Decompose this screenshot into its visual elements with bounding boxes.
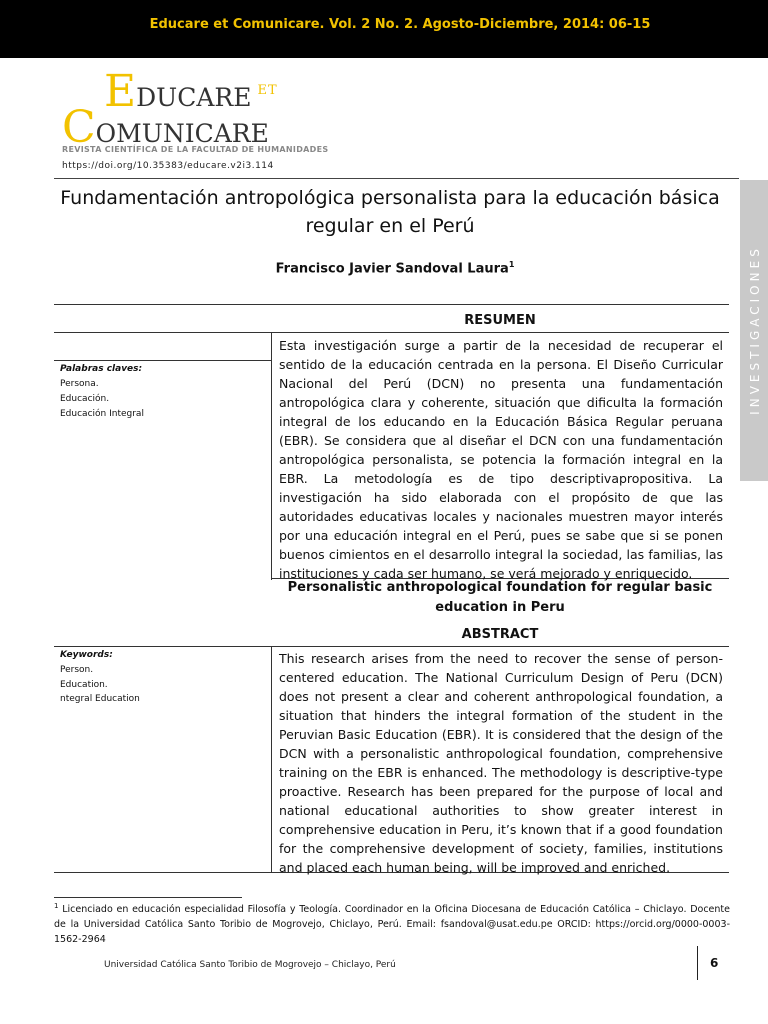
keywords-es-label: Palabras claves: (60, 364, 143, 374)
logo-word-comunicare: COMUNICARE (62, 102, 269, 153)
resumen-text: Esta investigación surge a partir de la necesidad de recuperar el sentido de la educación centrada en la persona. El Diseño Curricular Nacional del Perú (DCN) no presenta una fundamentación antropológica clara y coherente, situación que dificulta la formación integral de los educando en la Educación Básica Regular peruana (EBR). Se considera que al diseñar el DCN con una fundamentación antropológica personalista, se potencia la formación integral en la EBR. La metodología es de tipo descriptivapropositiva. La investigación ha sido elaborada con el propósito de que las autoridades educativas locales y nacionales muestren mayor interés por una educación integral en el Perú, pues se sabe que si se ponen buenos cimientos en el desarrollo integral la sociedad, las familias, las instituciones y cada ser humano, se verá mejorado y enriquecido. (279, 338, 723, 581)
logo-word-educare: EDUCARE $^{ET}$ (104, 66, 278, 117)
keywords-en-label: Keywords: (60, 650, 113, 660)
footnote (54, 899, 730, 947)
author-footnote-mark: 1 (508, 260, 515, 269)
title-top-rule (54, 178, 739, 179)
column-divider-english (271, 646, 272, 872)
keyword-es-item: Educación Integral (60, 409, 144, 419)
keyword-en-item: ntegral Education (60, 694, 140, 704)
abstract-heading: ABSTRACT (461, 627, 539, 642)
footer-divider (697, 946, 698, 980)
footer-institution: Universidad Católica Santo Toribio de Mogrovejo – Chiclayo, Perú (104, 960, 396, 970)
page-number: 6 (710, 956, 719, 970)
footnote-text: Licenciado en educación especialidad Filosofía y Teología. Coordinador en la Oficina Diocesana de Educación Católica – Chiclayo. Docente de la Universidad Católica Santo Toribio de Mogrovejo, Chiclayo, Perú. Email: fsandoval@usat.edu.pe ORCID: https://orcid.org/0000-0003-1562-2964 (54, 904, 730, 946)
journal-logo (62, 66, 362, 156)
journal-header-bar (0, 0, 768, 58)
keyword-en-item: Person. (60, 665, 94, 675)
keywords-es-rule (54, 360, 271, 361)
section-side-tab-label: INVESTIGACIONES (748, 245, 762, 415)
logo-subtitle: REVISTA CIENTÍFICA DE LA FACULTAD DE HUMANIDADES (62, 145, 329, 154)
table-header-rule (54, 332, 729, 333)
resumen-heading: RESUMEN (464, 313, 536, 328)
english-title: Personalistic anthropological foundation for regular basic education in Peru (287, 580, 713, 615)
keyword-es-item: Educación. (60, 394, 110, 404)
doi-link[interactable]: https://doi.org/10.35383/educare.v2i3.114 (62, 161, 274, 171)
keyword-es-item: Persona. (60, 379, 99, 389)
table-top-rule (54, 304, 729, 305)
column-divider-spanish (271, 332, 272, 580)
footnote-mark: 1 (54, 902, 59, 910)
article-author: Francisco Javier Sandoval Laura$^1$ (275, 260, 515, 277)
footnote-rule (54, 897, 242, 898)
article-title: Fundamentación antropológica personalista para la educación básica regular en el Perú (60, 187, 720, 237)
abstract-en-rule (54, 646, 729, 647)
keyword-en-item: Education. (60, 680, 108, 690)
journal-citation: Educare et Comunicare. Vol. 2 No. 2. Agosto-Diciembre, 2014: 06-15 (149, 17, 651, 32)
abstract-text: This research arises from the need to recover the sense of person-centered education. The National Curriculum Design of Peru (DCN) does not present a clear and coherent anthropological foundation, a situation that hinders the integral formation of the student in the Peruvian Basic Education (EBR). It is considered that the design of the DCN with a personalistic anthropological foundation, comprehensive training on the EBR is enhanced. The methodology is descriptive-type proactive. Research has been prepared for the purpose of local and national educational authorities to show greater interest in comprehensive education in Peru, it’s known that if a good foundation for the comprehensive development of society, families, institutions and placed each human being, will be improved and enriched. (279, 651, 723, 875)
